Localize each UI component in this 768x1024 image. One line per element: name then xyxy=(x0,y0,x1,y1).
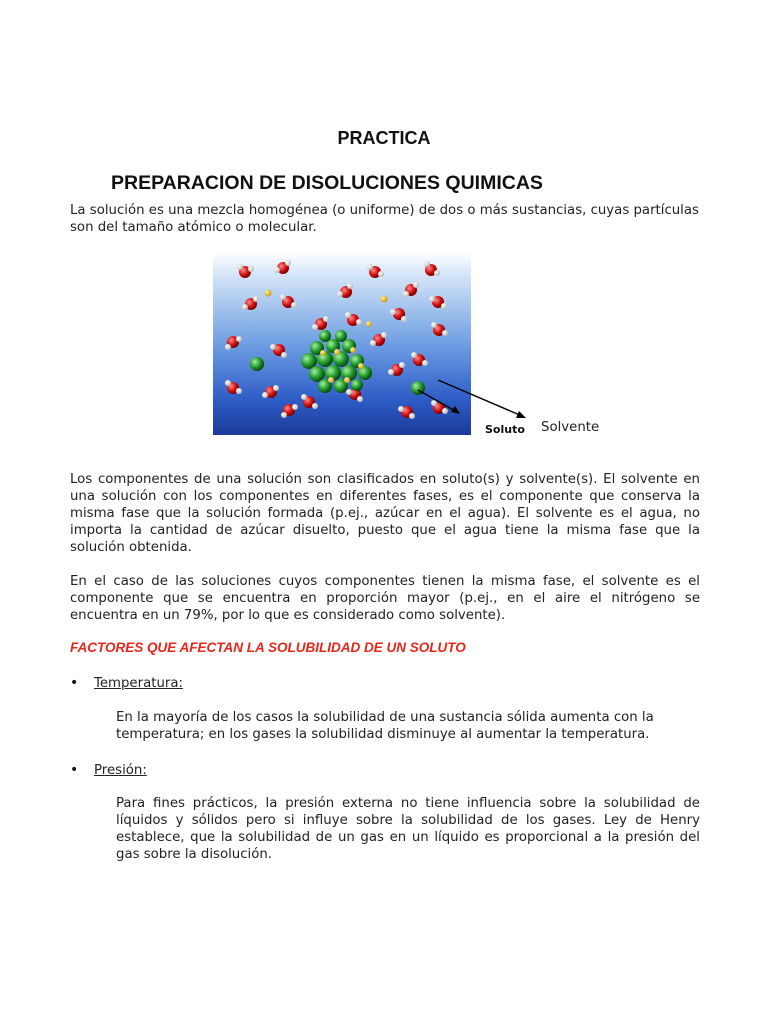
bullet-icon: • xyxy=(70,762,79,778)
section-heading: FACTORES QUE AFECTAN LA SOLUBILIDAD DE UN SOLUTO xyxy=(70,640,466,655)
solvente-arrowhead xyxy=(516,411,526,418)
same-phase-paragraph: En el caso de las soluciones cuyos componentes tienen la misma fase, el solvente es el componente que se encuentra en proporción mayor (p.ej., en el aire el nitrógeno se encuentra en un 79%, por lo que es considerado como solvente). xyxy=(70,574,700,623)
page-title: PRACTICA xyxy=(337,128,431,148)
solvente-label: Solvente xyxy=(541,420,600,435)
factor-temperature-label: Temperatura: xyxy=(94,676,183,691)
solution-molecules-illustration xyxy=(213,252,471,435)
factor-temperature-text: En la mayoría de los casos la solubilidad de una sustancia sólida aumenta con la temperatura; en los gases la solubilidad disminuye al aumentar la temperatura. xyxy=(116,710,654,742)
sugar-cluster xyxy=(250,290,425,396)
bullet-icon: • xyxy=(70,675,79,691)
intro-paragraph: La solución es una mezcla homogénea (o uniforme) de dos o más sustancias, cuyas partículas son del tamaño atómico o molecular. xyxy=(70,203,699,235)
components-paragraph: Los componentes de una solución son clasificados en soluto(s) y solvente(s). El solvente en una solución con los componentes en diferentes fases, es el componente que conserva la misma fase que la solución formada (p.ej., azúcar en el agua). El solvente es el agua, no importa la cantidad de azúcar disuelto, puesto que el agua tiene la misma fase que la solución obtenida. xyxy=(70,472,700,555)
molecules-drawing xyxy=(213,252,471,435)
page-subtitle: PREPARACION DE DISOLUCIONES QUIMICAS xyxy=(111,172,543,194)
soluto-label: Soluto xyxy=(485,423,525,436)
factor-pressure-text: Para fines prácticos, la presión externa no tiene influencia sobre la solubilidad de líquidos y sólidos pero si influye sobre la solubilidad de los gases. Ley de Henry establece, que la solubilidad de un gas en un líquido es proporcional a la presión del gas sobre la disolución. xyxy=(116,796,700,862)
factor-pressure-label: Presión: xyxy=(94,763,147,778)
